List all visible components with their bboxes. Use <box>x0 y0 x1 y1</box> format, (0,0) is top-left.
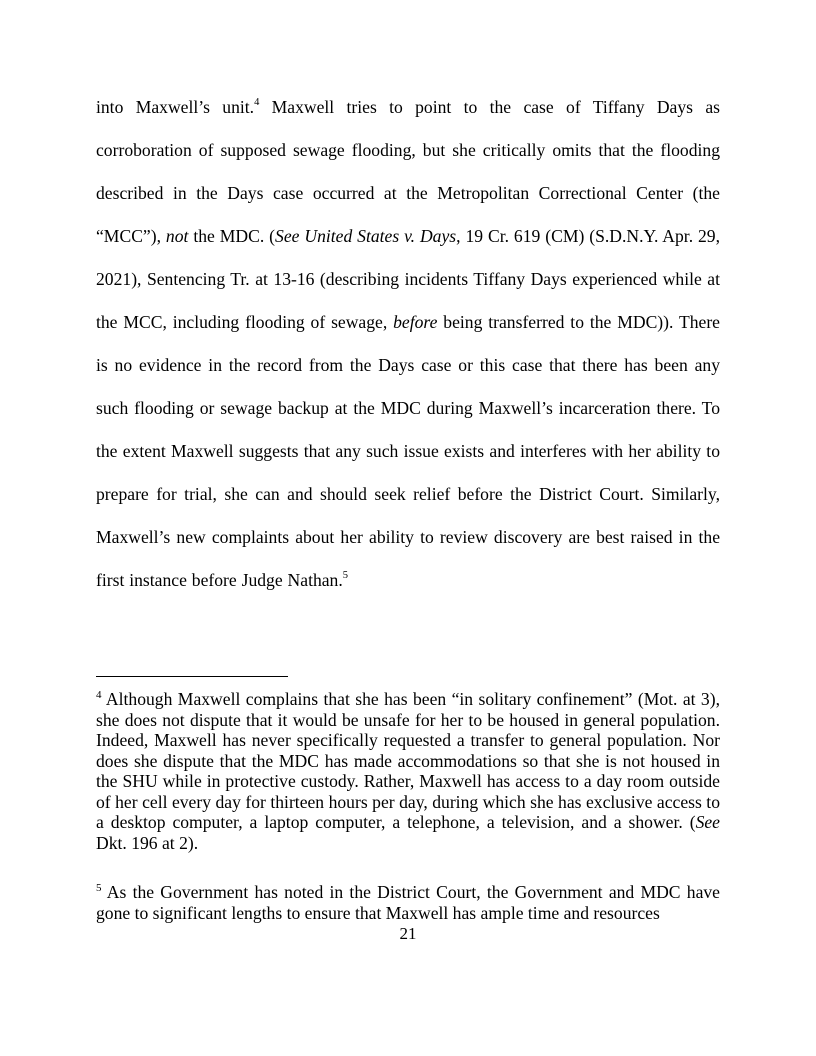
footnote-reference-5[interactable]: 5 <box>342 570 349 581</box>
footnote-number-5: 5 <box>96 882 102 894</box>
body-text-segment: being transferred to the MDC)). There is no evidence in the record from the Days case or this case that there has been any such flooding or sewage backup at the MDC during Maxwell’s incarceration there. To the extent Maxwell suggests that any such issue exists and interferes with her ability to prepare for trial, she can and should seek relief before the District Court. Similarly, Maxwell’s new complaints about her ability to review discovery are best raised in the first instance before Judge Nathan. <box>96 312 720 590</box>
page-number: 21 <box>399 924 417 943</box>
footnote-reference-4[interactable]: 4 <box>254 97 260 108</box>
footnote-5 <box>96 882 720 923</box>
footnote-number-4: 4 <box>96 689 102 701</box>
emphasis-not: not <box>165 226 189 246</box>
body-text-segment: into Maxwell’s unit. <box>96 97 255 117</box>
footnote-4 <box>96 689 720 853</box>
body-text-segment: Maxwell tries to point to the case of Tiffany Days as corroboration of supposed sewage flooding, but she critically omits that the flooding described in the Days case occurred at the Metropolitan Correctional Center (the “MCC”), <box>96 97 720 246</box>
emphasis-before: before <box>393 312 438 332</box>
footnote-separator <box>96 676 288 677</box>
footnote-text: Dkt. 196 at 2). <box>96 832 199 853</box>
footnote-text: Although Maxwell complains that she has been “in solitary confinement” (Mot. at 3), she does not dispute that it would be unsafe for her to be housed in general population. Indeed, Maxwell has never specifically requested a transfer to general population. Nor does she dispute that the MDC has made accommodations so that she is not housed in the SHU while in protective custody. Rather, Maxwell has access to a day room outside of her cell every day for thirteen hours per day, during which she has exclusive access to a desktop computer, a laptop computer, a telephone, a television, and a shower. ( <box>96 689 720 832</box>
citation-signal: See <box>695 812 720 832</box>
footnote-text: As the Government has noted in the District Court, the Government and MDC have gone to significant lengths to ensure that Maxwell has ample time and resources <box>96 882 720 923</box>
case-citation: See United States v. Days <box>275 226 457 246</box>
body-text-segment: , 19 Cr. 619 (CM) (S.D.N.Y. Apr. 29, 2021), Sentencing Tr. at 13-16 (describing incidents Tiffany Days experienced while at the MCC, including flooding of sewage, <box>96 226 721 332</box>
body-paragraph <box>96 86 720 602</box>
body-text-segment: the MDC. ( <box>188 226 276 246</box>
